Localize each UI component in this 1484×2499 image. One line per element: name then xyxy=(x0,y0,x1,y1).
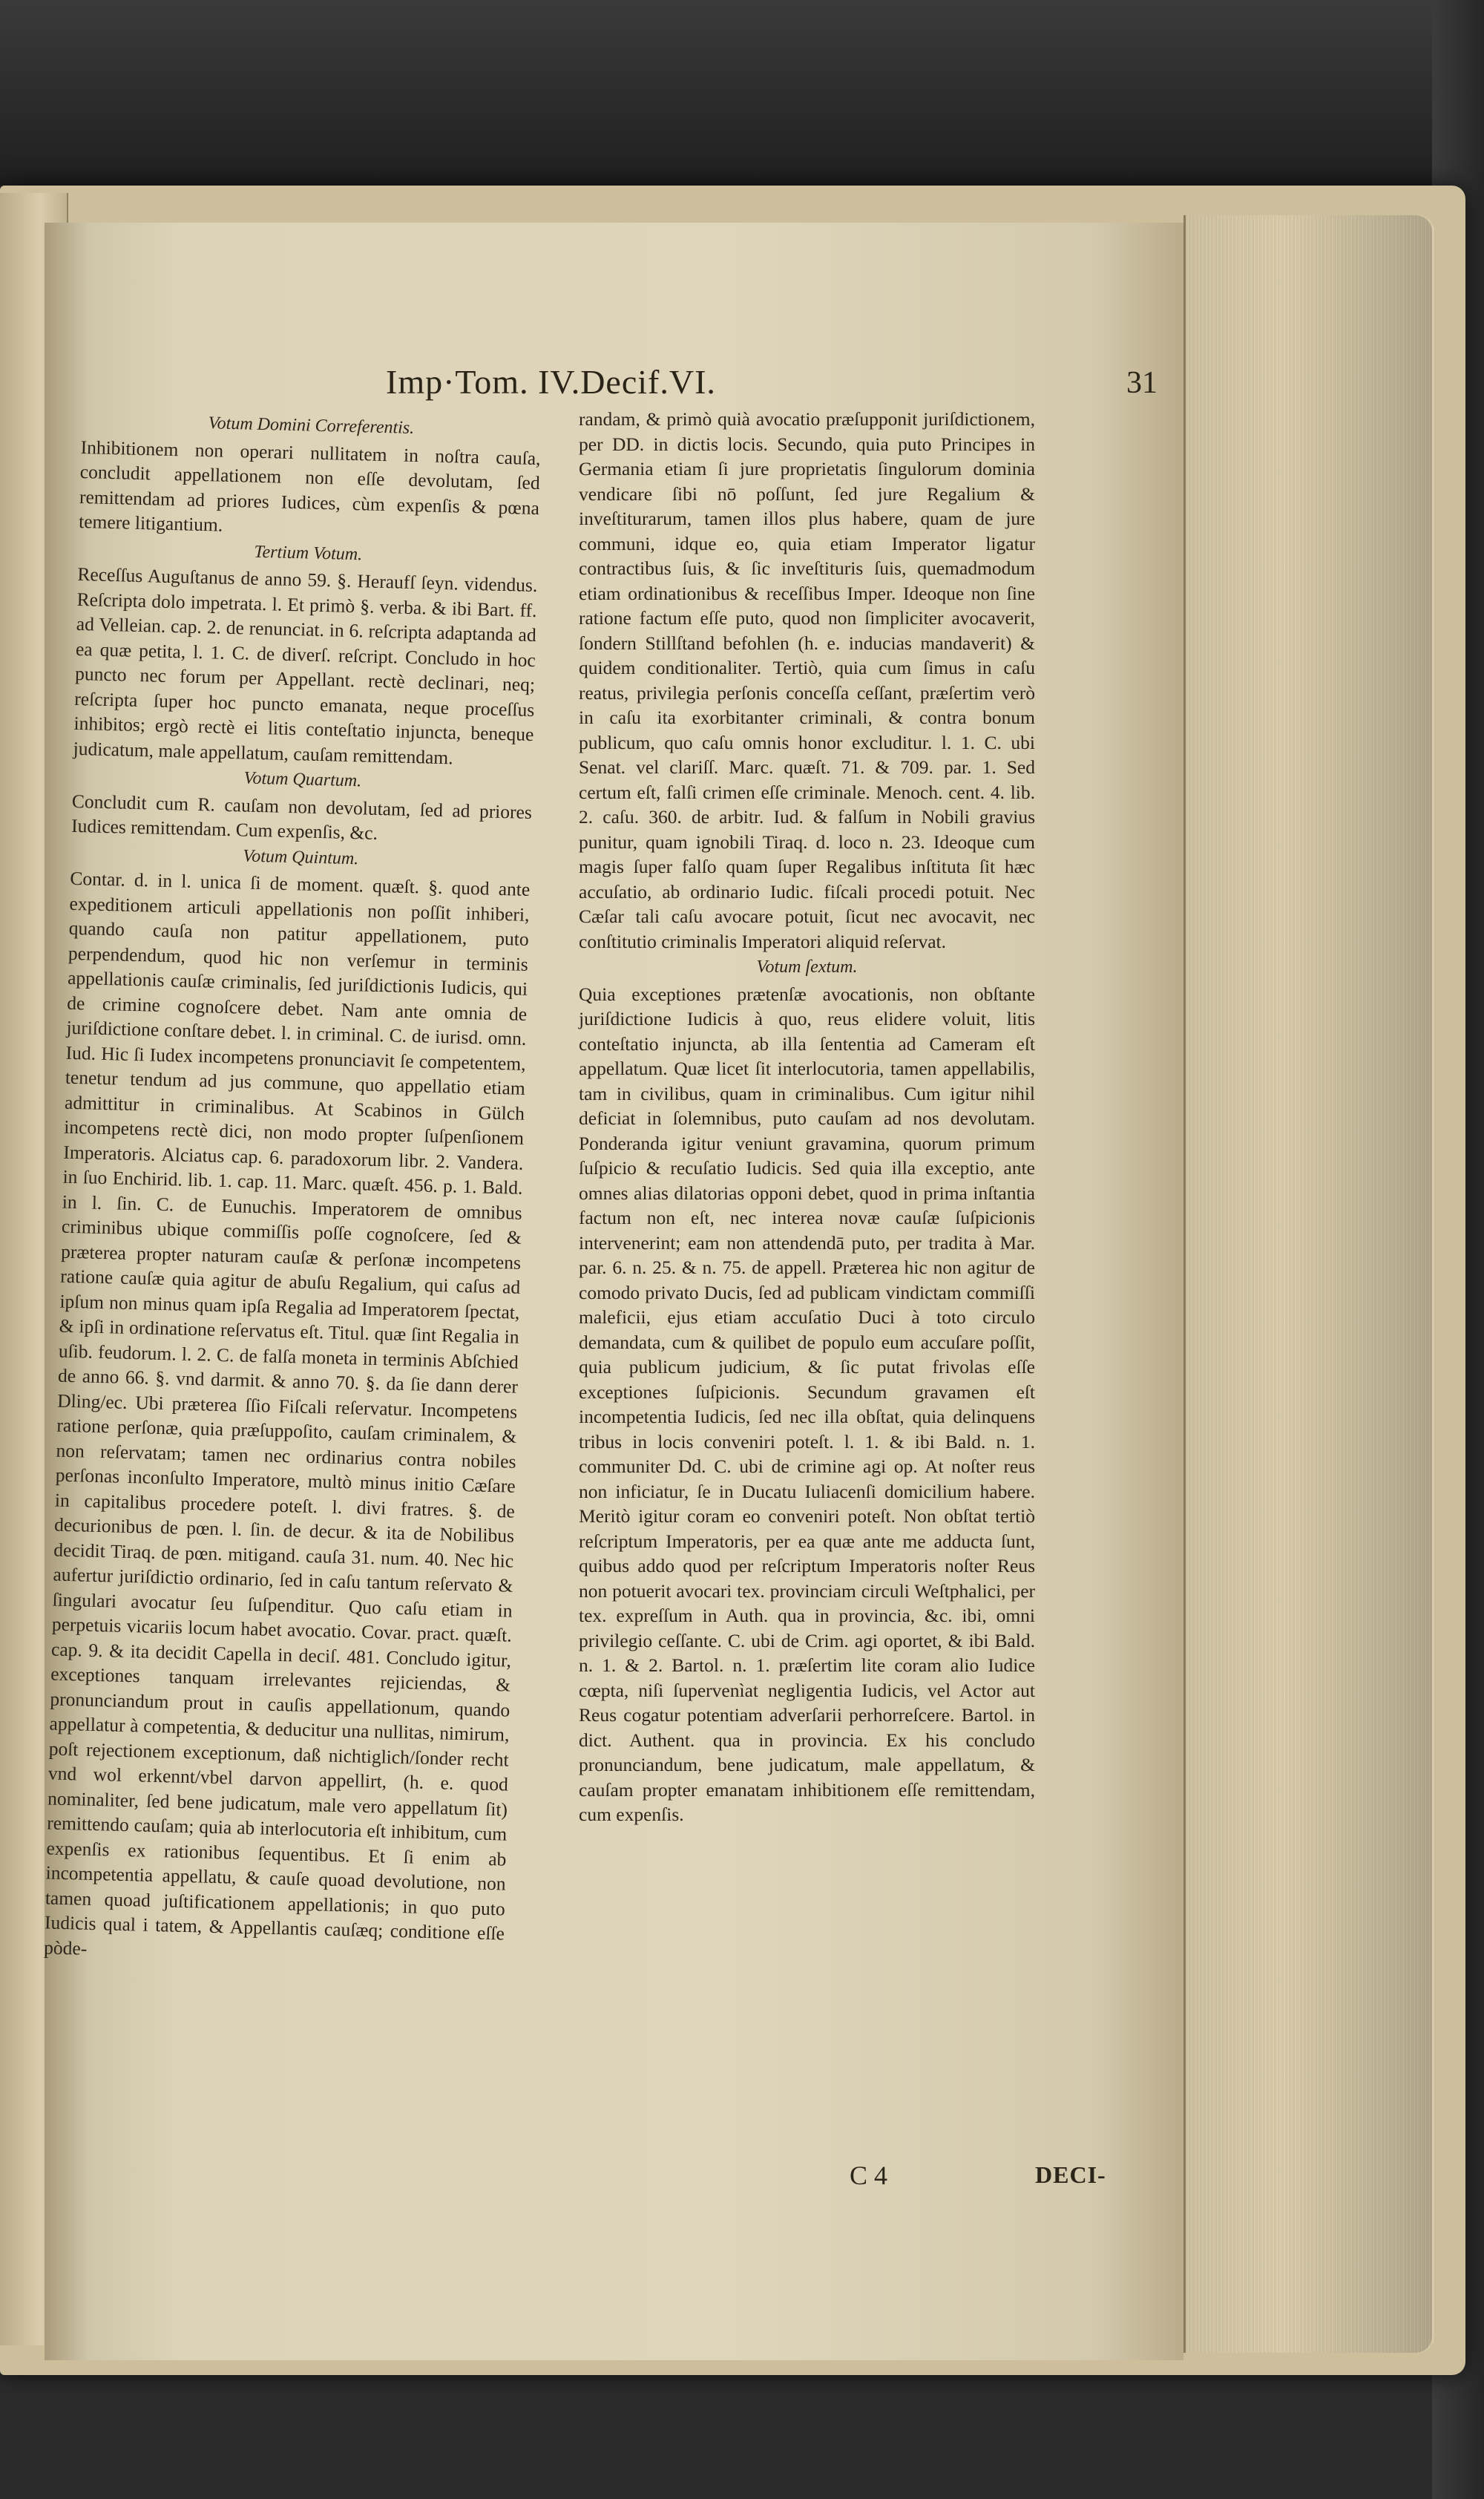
body-paragraph: Receſſus Auguſtanus de anno 59. §. Heraufſ ſeyn. videndus. Reſcripta dolo impetrata. l. Et primò §. verba. & ibi Bart. ff. ad Velleian. cap. 2. de renunciat. in 6. reſcripta adaptanda ad ea quæ petita, l. 1. C. de diverſ. reſcript. Concludo in hoc puncto nec forum per Appellant. rectè declinari, neq; reſcripta ſuper hoc puncto emanata, neque proceſſus inhibitos; ergò rectè ei litis conteſtatio injuncta, beneque judicatum, male appellatum, cauſam remittendam. xyxy=(73,563,538,768)
right-text-column xyxy=(579,407,1035,1827)
page-block-shade xyxy=(1183,215,1432,2353)
body-paragraph: Contar. d. in l. unica ſi de moment. quæſt. §. quod ante expeditionem articuli appellationis non poſſit inhiberi, quando cauſa non patitur appellationem, puto perpendendum, quod hic non verſemur in terminis appellationis cauſæ criminalis, ſed juriſdictionis Iudicis, qui de crimine cognoſcere debet. Nam ante omnia de juriſdictione conſtare debet. l. in criminal. C. de iurisd. omn. Iud. Hic ſi Iudex incompetens pronunciavit ſe competentem, tenetur tendum ad jus commune, quo appellatio etiam admittitur in criminalibus. At Scabinos in Gülch incompetens rectè dici, non modo propter ſuſpenſionem Imperatoris. Alciatus cap. 6. paradoxorum libr. 2. Vandera. in ſuo Enchirid. lib. 1. cap. 11. Marc. quæſt. 456. p. 1. Bald. in l. ſin. C. de Eunuchis. Imperatorem de omnibus criminibus ubique commiſſis poſſe cognoſcere, ſed & præterea propter naturam cauſæ & perſonæ incompetens ratione cauſæ quia agitur de abuſu Regalium, qui caſus ad ipſum non minus quam ipſa Regalia ad Imperatorem ſpectat, & ipſi in ordinatione reſervatus eſt. Titul. quæ ſint Regalia in uſib. feudorum. l. 2. C. de falſa moneta in terminis Abſchied de anno 66. §. vnd darmit. & anno 70. §. da ſie dann derer Dling/ec. Ubi præterea ſſio Fiſcali reſervatur. Incompetens ratione perſonæ, quia præſuppoſito, cauſam criminalem, & non reſervatam; tamen nec ordinarius contra nobiles perſonas inconſulto Imperatore, multò minus initio Cæſare in capitalibus procedere poteſt. l. divi fratres. §. de decurionibus de pœn. l. ſin. de decur. & ita de Nobilibus decidit Tiraq. de pœn. mitigand. cauſa 31. num. 40. Nec hic aufertur juriſdictio ordinario, ſed in caſu tantum reſervato & ſingulari avocatur ſeu ſuſpenditur. Quo caſu etiam in perpetuis vicariis locum habet avocatio. Covar. pract. quæſt. cap. 9. & ita decidit Capella in deciſ. 481. Concludo igitur, exceptiones tanquam irrelevantes rejiciendas, & pronunciandum prout in cauſis appellationum, quando appellatur à competentia, & deducitur una nullitas, nimirum, poſt rejectionem exceptionum, daß nichtiglich/ſonder recht vnd wol erkennt/vbel darvon appellirt, (h. e. quod nominaliter, ſed bene judicatum, male vero appellatum ſit) remittendo cauſam; quia ab interlocutoria eſt inhibitum, cum expenſis ex rationibus ſequentibus. Et ſi enim ab incompetentia appellatu, & cauſe quoad devolutione, non tamen quoad juſtificationem appellationis; in quo puto Iudicis qual i tatem, & Appellantis cauſæq; conditione eſſe pòde- xyxy=(43,867,531,1959)
section-heading: Votum Quartum. xyxy=(243,768,362,791)
body-paragraph: Inhibitionem non operari nullitatem in noſtra cauſa, concludit appellationem non eſſe devolutam, ſed remittendam ad priores Iudices, cùm expenſis & pœna temere litigantium. xyxy=(78,436,541,536)
body-paragraph: Quia exceptiones prætenſæ avocationis, non obſtante juriſdictione Iudicis à quo, reus elidere voluit, litis conteſtatio injuncta, ab illa ſententia ad Cameram eſt appellatum. Quæ licet ſit interlocutoria, tamen appellabilis, tam in civilibus, quam in criminalibus. Cum igitur nihil deficiat in ſolemnibus, puto cauſam ad nos devolutam. Ponderanda igitur veniunt gravamina, quorum primum ſuſpicio & recuſatio Iudicis. Sed quia illa exceptio, ante omnes alias dilatorias opponi debet, quod in prima inſtantia factum non eſt, nec interea novæ cauſæ ſuſpicionis intervenerint; eam non attendendā puto, per tradita à Mar. par. 6. n. 25. & n. 75. de appell. Præterea hic non agitur de comodo privato Ducis, ſed ad publicam vindictam commiſſi maleficii, ejus etiam accuſatio Duci à toto circulo demandata, cum & quilibet de populo eum accuſare poſſit, quia publicum judicium, & ſic putat frivolas eſſe exceptiones ſuſpicionis. Secundum gravamen eſt incompetentia Iudicis, ſed nec illa obſtat, quia delinquens tribus in locis conveniri poteſt. l. 1. & ibi Bald. n. 1. communiter Dd. C. ubi de crimine agi op. At noſter reus non inficiatur, ſe in Ducatu Iuliacenſi domicilium habere. Meritò igitur coram eo conveniri poteſt. Non obſtat tertiò reſcriptum Imperatoris, per ea quæ ante me adducta ſunt, quibus addo quod per reſcriptum Imperatoris noſter Reus non potuerit avocari tex. provinciam circuli Weſtphalici, per tex. expreſſum in Auth. qua in provincia, &c. ibi, omni privilegio ceſſante. C. ubi de Crim. agi oportet, & ibi Bald. n. 1. & 2. Bartol. n. 1. præſertim lite coram alio Iudice cœpta, niſi ſupervenìat negligentia Iudicis, vel Actor aut Reus cogatur potentiam adverſarii perhorreſcere. Bartol. in dict. Authent. qua in provincia. Ex his concludo pronunciandum, bene judicatum, male appellatum, & cauſam propter emanatam inhibitionem eſſe remittendam, cum expenſis. xyxy=(579,983,1035,1825)
left-text-column xyxy=(44,407,542,1971)
section-heading: Votum Quintum. xyxy=(242,845,359,868)
section-heading: Tertium Votum. xyxy=(254,542,363,564)
background-top xyxy=(0,0,1484,186)
section-heading: Votum ſextum. xyxy=(756,957,858,977)
folio-number: 31 xyxy=(1126,366,1158,400)
running-title: Imp·Tom. IV.Decif.VI. xyxy=(386,363,716,401)
catchword: DECI- xyxy=(1035,2161,1106,2188)
section-heading: Votum Domini Correferentis. xyxy=(208,413,415,438)
signature-mark: C 4 xyxy=(850,2161,888,2190)
body-paragraph: Concludit cum R. cauſam non devolutam, ſed ad priores Iudices remittendam. Cum expenſis, &c. xyxy=(70,790,533,844)
body-paragraph: randam, & primò quià avocatio præſupponit juriſdictionem, per DD. in dictis locis. Secundo, quia puto Principes in Germania etiam ſi jure proprietatis ſingulorum dominia vendicare ſibi nō poſſunt, ſed jure Regalium & inveſtiturarum, tamen illos plus habere, quam de jure communi, idque eo, quia etiam Imperator ligatur contractibus ſuis, & ſic inveſtituris ſuis, quemadmodum etiam ordinationibus & receſſibus Imper. Ideoque non ſine ratione factum eſſe puto, quod non ſimpliciter avocaverit, ſondern Stillſtand befohlen (h. e. inducias mandaverit) & quidem conditionaliter. Tertiò, quia cum ſimus in caſu reatus, privilegia perſonis conceſſa ceſſant, præſertim verò in caſu ita exorbitanter criminali, & contra bonum publicum, quo caſu omnis honor excluditur. l. 1. C. ubi Senat. vel clariſſ. Marc. quæſt. 71. & 709. par. 1. Sed certum eſt, falſi crimen eſſe criminale. Menoch. cent. 4. lib. 2. caſu. 360. de arbitr. Iud. & falſum in Nobili gravius punitur, quam ignobili Tiraq. d. loco n. 23. Ideoque cum magis ſuper falſo quam ſuper Regalibus inſtituta ſit hæc accuſatio, ab ordinario Iudic. fiſcali procedi potuit. Nec Cæſar tali caſu avocare potuit, ſicut nec avocavit, nec conſtitutio criminalis Imperatori aliquid reſervat. xyxy=(579,408,1035,952)
